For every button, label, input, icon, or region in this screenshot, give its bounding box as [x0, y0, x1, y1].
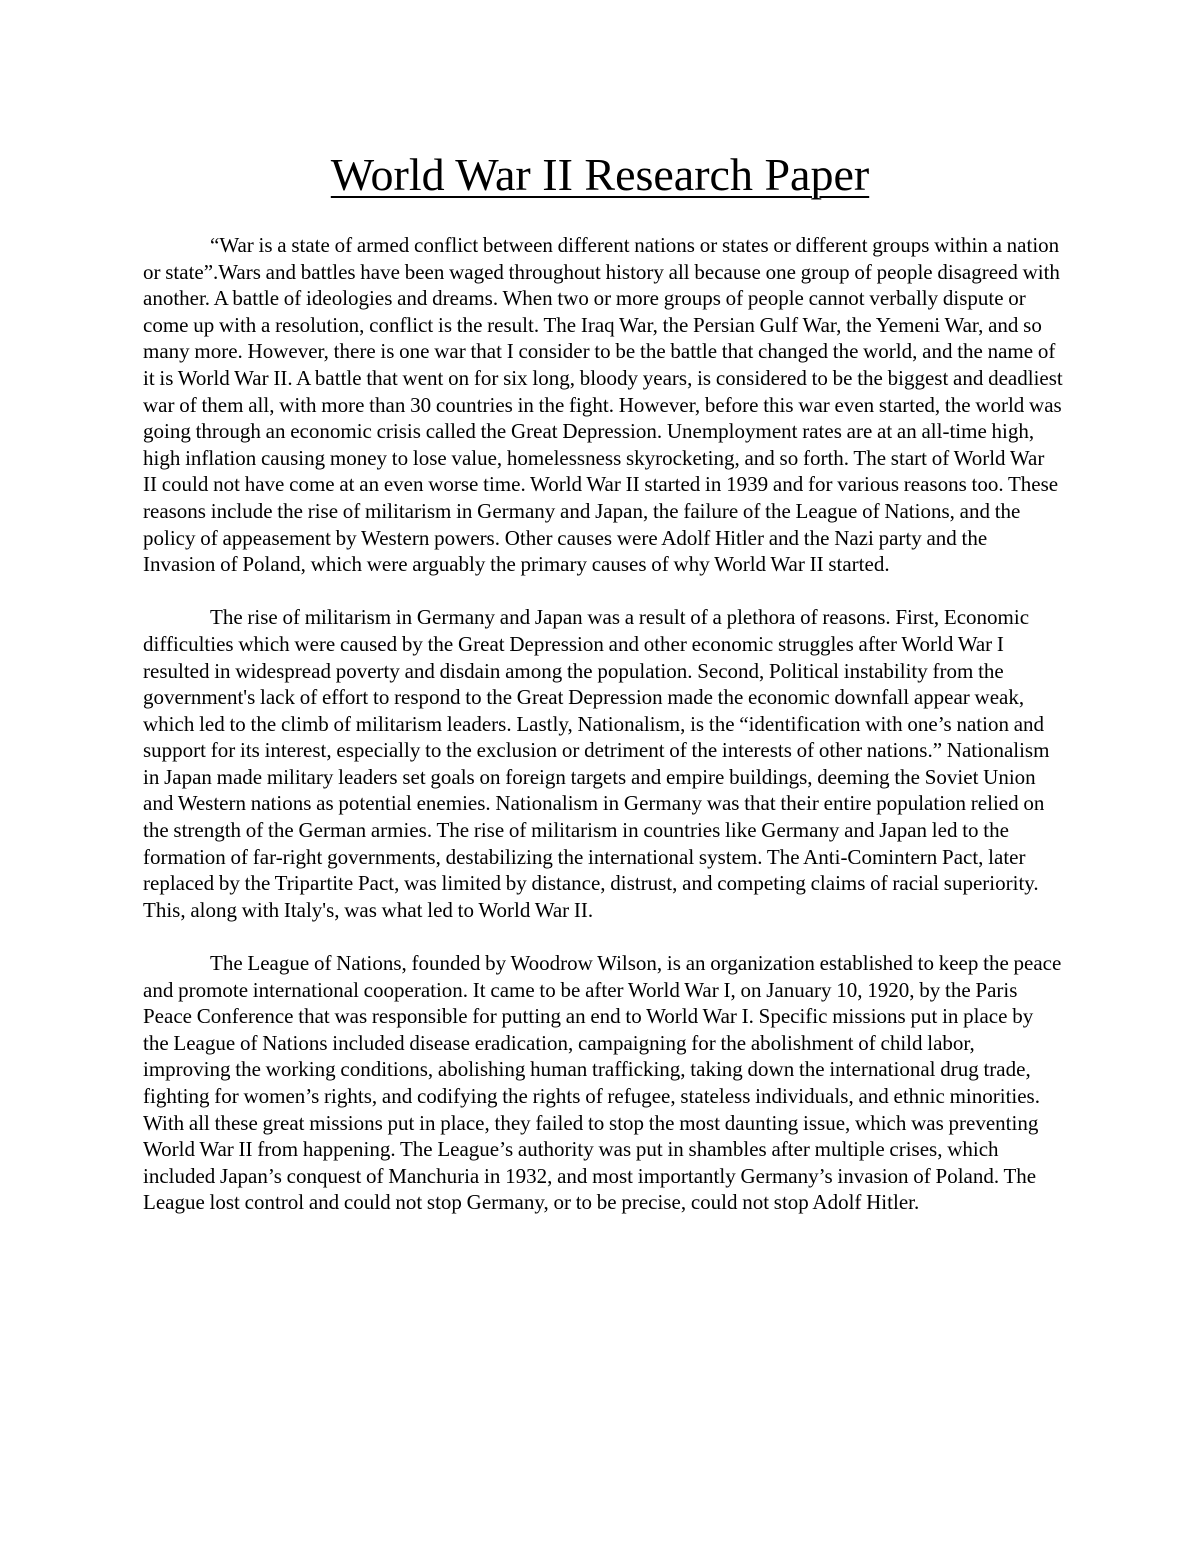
document-title: World War II Research Paper	[330, 149, 870, 200]
document-body	[143, 232, 1063, 1243]
paragraph-intro: “War is a state of armed conflict between different nations or states or different groups within a nation or state”.Wars and battles have been waged throughout history all because one group of people disagreed with another. A battle of ideologies and dreams. When two or more groups of people cannot verbally dispute or come up with a resolution, conflict is the result. The Iraq War, the Persian Gulf War, the Yemeni War, and so many more. However, there is one war that I consider to be the battle that changed the world, and the name of it is World War II. A battle that went on for six long, bloody years, is considered to be the biggest and deadliest war of them all, with more than 30 countries in the fight. However, before this war even started, the world was going through an economic crisis called the Great Depression. Unemployment rates are at an all-time high, high inflation causing money to lose value, homelessness skyrocketing, and so forth. The start of World War II could not have come at an even worse time. World War II started in 1939 and for various reasons too. These reasons include the rise of militarism in Germany and Japan, the failure of the League of Nations, and the policy of appeasement by Western powers. Other causes were Adolf Hitler and the Nazi party and the Invasion of Poland, which were arguably the primary causes of why World War II started.	[143, 233, 1063, 577]
paragraph-militarism: The rise of militarism in Germany and Japan was a result of a plethora of reasons. First, Economic difficulties which were caused by the Great Depression and other economic struggles after World War I resulted in widespread poverty and disdain among the population. Second, Political instability from the government's lack of effort to respond to the Great Depression made the economic downfall appear weak, which led to the climb of militarism leaders. Lastly, Nationalism, is the “identification with one’s nation and support for its interest, especially to the exclusion or detriment of the interests of other nations.” Nationalism in Japan made military leaders set goals on foreign targets and empire buildings, deeming the Soviet Union and Western nations as potential enemies. Nationalism in Germany was that their entire population relied on the strength of the German armies. The rise of militarism in countries like Germany and Japan led to the formation of far-right governments, destabilizing the international system. The Anti-Comintern Pact, later replaced by the Tripartite Pact, was limited by distance, distrust, and competing claims of racial superiority. This, along with Italy's, was what led to World War II.	[143, 605, 1050, 922]
paragraph-league-of-nations: The League of Nations, founded by Woodrow Wilson, is an organization established to keep the peace and promote international cooperation. It came to be after World War I, on January 10, 1920, by the Paris Peace Conference that was responsible for putting an end to World War I. Specific missions put in place by the League of Nations included disease eradication, campaigning for the abolishment of child labor, improving the working conditions, abolishing human trafficking, taking down the international drug trade, fighting for women’s rights, and codifying the rights of refugee, stateless individuals, and ethnic minorities. With all these great missions put in place, they failed to stop the most daunting issue, which was preventing World War II from happening. The League’s authority was put in shambles after multiple crises, which included Japan’s conquest of Manchuria in 1932, and most importantly Germany’s invasion of Poland. The League lost control and could not stop Germany, or to be precise, could not stop Adolf Hitler.	[143, 951, 1062, 1215]
